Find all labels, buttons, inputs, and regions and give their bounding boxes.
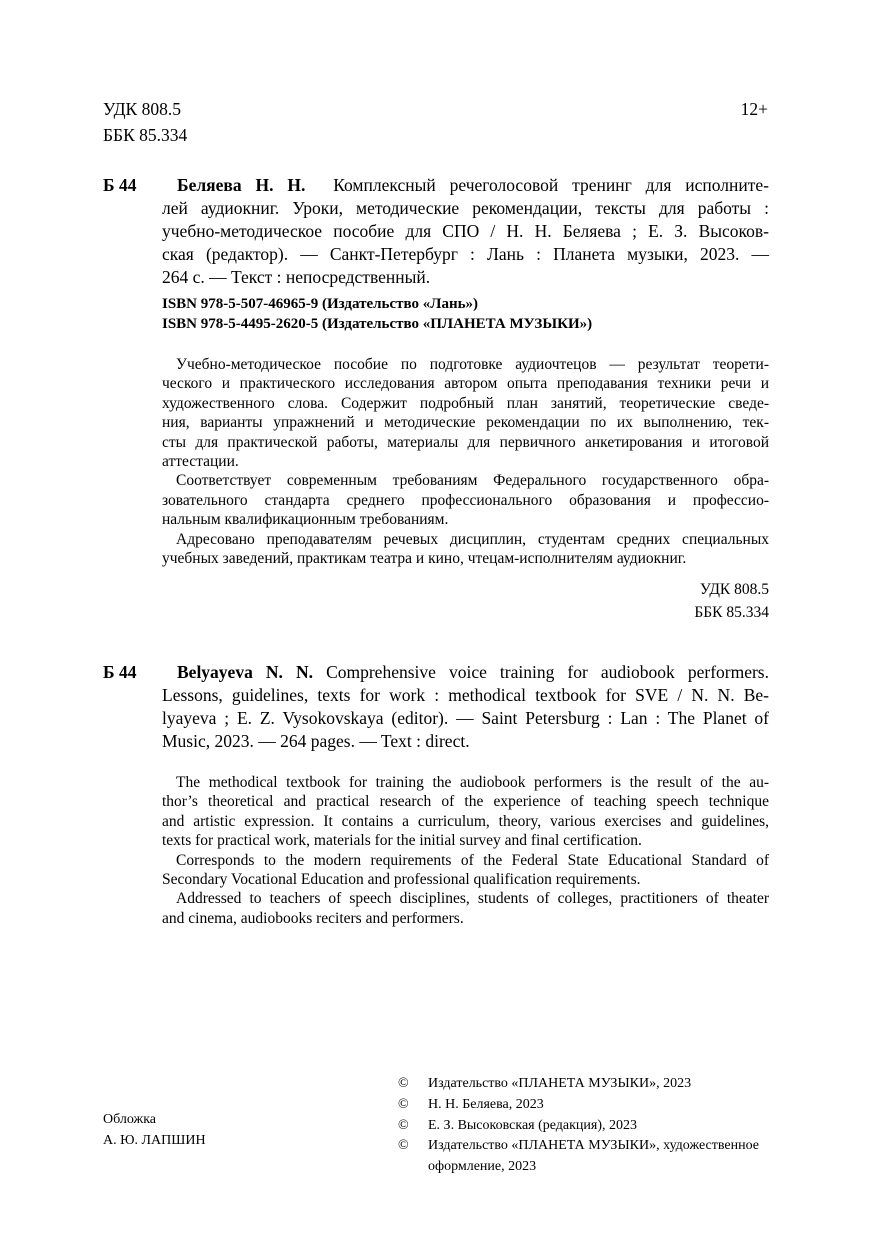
en-abstract-line: Corresponds to the modern requirements of the Federal State Educational Standard of [176,851,769,869]
en-entry-line: lyayeva ; E. Z. Vysokovskaya (editor). — Saint Petersburg : Lan : The Planet of [162,708,769,728]
ru-abstract-udk: УДК 808.5 [699,581,769,598]
copyright-row [398,1074,788,1095]
ru-abstract-line: аттестации. [162,453,239,471]
cover-artist: А. Ю. ЛАПШИН [103,1132,206,1148]
ru-entry-body [162,197,769,289]
ru-entry-line: ская (редактор). — Санкт-Петербург : Лань : Планета музыки, 2023. — [162,244,769,264]
ru-abstract-line: художественного слова. Содержит подробный план занятий, теоретические сведе- [162,394,769,412]
isbn-block [162,294,592,334]
en-abstract-line: texts for practical work, materials for the initial survey and final certification. [162,832,642,850]
copyright-icon: © [398,1076,409,1091]
copyright-icon: © [398,1096,409,1112]
ru-abstract-line: ния, варианты упражнений и методические рекомендации по их выполнению, тек- [162,414,769,432]
ru-entry-line: 264 с. — Текст : непосредственный. [162,267,431,287]
copyright-item: Издательство «ПЛАНЕТА МУЗЫКИ», 2023 [428,1076,692,1091]
copyright-icon: © [398,1117,409,1133]
isbn-lan: ISBN 978-5-507-46965-9 (Издательство «Лань») [162,296,479,312]
en-abstract-line: and artistic expression. It contains a curriculum, theory, various exercises and guidelines, [162,812,769,830]
en-abstract-line: and cinema, audiobooks reciters and performers. [162,909,464,927]
en-abstract-line: Secondary Vocational Education and professional qualification requirements. [162,871,641,889]
en-abstract-line: thor’s theoretical and practical research of the experience of teaching speech technique [162,793,769,811]
ru-abstract-line: ческого и практического исследования автором опыта преподавания техники речи и [162,375,769,393]
copyright-item: Е. З. Высоковская (редакция), 2023 [428,1117,638,1133]
ru-abstract-line: Адресовано преподавателям речевых дисциплин, студентам средних специальных [176,530,769,548]
en-abstract [162,773,769,928]
copyright-row [398,1136,788,1157]
copyright-row [398,1116,788,1137]
copyright-icon: © [398,1138,409,1154]
en-abstract-line: Addressed to teachers of speech disciplines, students of colleges, practitioners of theater [176,890,769,908]
en-entry-first-line [177,661,769,684]
ru-abstract-line: нальным квалификационным требованиям. [162,511,449,529]
ru-entry-line: Комплексный речеголосовой тренинг для исполните- [333,175,769,195]
ru-abstract-classifiers [694,580,769,623]
ru-abstract [162,355,769,568]
cover-credit [103,1110,206,1152]
ru-entry-first-line [177,174,769,197]
en-entry-code: Б 44 [103,662,137,682]
header-udk: УДК 808.5 [103,99,181,119]
ru-abstract-line: Учебно-методическое пособие по подготовке аудиочтецов — результат теорети- [176,356,769,373]
en-entry-line: Lessons, guidelines, texts for work : methodical textbook for SVE / N. N. Be- [162,685,769,705]
en-entry-author: Belyayeva N. N. [177,662,313,682]
copyright-block [398,1074,788,1178]
copyright-item: Издательство «ПЛАНЕТА МУЗЫКИ», художественное [428,1138,759,1154]
en-abstract-line: The methodical textbook for training the audiobook performers is the result of the au- [176,774,769,791]
ru-entry-line: лей аудиокниг. Уроки, методические рекомендации, тексты для работы : [162,198,769,218]
copyright-item: Н. Н. Беляева, 2023 [428,1096,544,1112]
en-entry-line: Music, 2023. — 264 pages. — Text : direct. [162,731,470,751]
copyright-row [398,1095,788,1116]
ru-abstract-line: сты для практической работы, материалы для первичного анкетирования и итоговой [162,433,769,451]
ru-entry-author: Беляева Н. Н. [177,175,306,195]
ru-abstract-line: зовательного стандарта среднего профессионального образования и профессио- [162,491,769,509]
header-bbk: ББК 85.334 [103,125,188,145]
ru-entry-code: Б 44 [103,175,137,195]
ru-abstract-bbk: ББК 85.334 [694,604,769,622]
ru-abstract-line: учебных заведений, практикам театра и кино, чтецам-исполнителям аудиокниг. [162,550,687,568]
cover-label: Обложка [103,1112,156,1127]
ru-entry-line: учебно-методическое пособие для СПО / Н. Н. Беляева ; Е. З. Высоков- [162,221,769,241]
en-entry-body [162,684,769,753]
age-rating: 12+ [740,99,768,119]
ru-abstract-line: Соответствует современным требованиям Федерального государственного обра- [176,472,769,490]
en-entry-line: Comprehensive voice training for audiobook performers. [326,662,769,682]
copyright-item-cont: оформление, 2023 [428,1159,537,1175]
isbn-planeta: ISBN 978-5-4495-2620-5 (Издательство «ПЛАНЕТА МУЗЫКИ») [162,316,593,332]
